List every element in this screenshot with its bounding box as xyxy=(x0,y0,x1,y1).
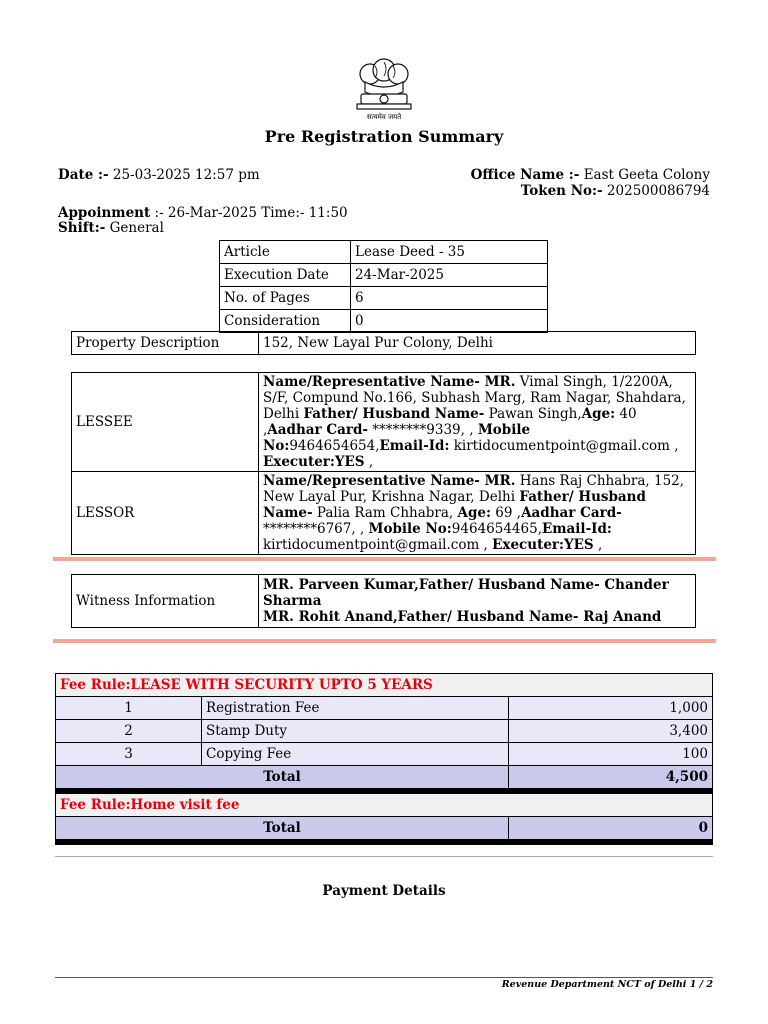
fee-no: 3 xyxy=(56,743,202,766)
lessee-label: LESSEE xyxy=(72,373,259,472)
lessor-executer: Executer:YES xyxy=(492,537,594,553)
lessor-aadhar-label: Aadhar Card- xyxy=(521,505,622,521)
appointment-line xyxy=(58,205,348,221)
details-label: Article xyxy=(220,241,351,264)
lessee-father-label: Father/ Husband Name- xyxy=(303,406,485,422)
fee-name: Copying Fee xyxy=(202,743,509,766)
appointment-value: :- 26-Mar-2025 Time:- 11:50 xyxy=(154,205,348,221)
section-divider xyxy=(53,557,716,561)
details-value: 24-Mar-2025 xyxy=(351,264,548,287)
token-label: Token No:- xyxy=(520,183,603,199)
property-value: 152, New Layal Pur Colony, Delhi xyxy=(259,332,696,355)
token-value: 202500086794 xyxy=(606,183,710,199)
lessor-mobile: 9464654465, xyxy=(451,521,542,537)
table-row xyxy=(56,674,713,697)
property-table xyxy=(71,331,696,355)
footer-text: Revenue Department NCT of Delhi 1 / 2 xyxy=(501,979,713,990)
lessor-father-label: Father/ Husband Name- xyxy=(263,489,646,521)
row-divider xyxy=(56,840,713,845)
fee-amount: 100 xyxy=(509,743,713,766)
date-line xyxy=(58,167,260,183)
office-value: East Geeta Colony xyxy=(583,167,710,183)
witness-details xyxy=(259,575,696,628)
total-amount: 4,500 xyxy=(509,766,713,789)
details-value: 6 xyxy=(351,287,548,310)
details-label: Execution Date xyxy=(220,264,351,287)
fee-name: Registration Fee xyxy=(202,697,509,720)
lessee-father: Pawan Singh, xyxy=(488,406,582,422)
lessor-tail: , xyxy=(597,537,603,553)
table-row xyxy=(56,697,713,720)
parties-table xyxy=(71,372,696,555)
table-row xyxy=(72,575,696,628)
date-value: 25-03-2025 12:57 pm xyxy=(112,167,260,183)
total-row xyxy=(56,766,713,789)
table-row xyxy=(56,743,713,766)
lessee-aadhar-label: Aadhar Card- xyxy=(267,422,368,438)
fee-no: 1 xyxy=(56,697,202,720)
table-row xyxy=(72,332,696,355)
section-divider xyxy=(53,639,716,643)
table-row xyxy=(72,472,696,555)
table-row xyxy=(56,794,713,817)
lessor-age-label: Age: xyxy=(457,505,491,521)
office-label: Office Name :- xyxy=(470,167,580,183)
appointment-label: Appoinment xyxy=(58,205,151,221)
lessor-age: 69 , xyxy=(495,505,522,521)
table-row xyxy=(220,264,548,287)
date-label: Date :- xyxy=(58,167,109,183)
total-label: Total xyxy=(56,817,509,840)
total-row xyxy=(56,817,713,840)
fee-rule-1: Fee Rule:LEASE WITH SECURITY UPTO 5 YEARS xyxy=(56,674,713,697)
lessee-name-label: Name/Representative Name- MR. xyxy=(263,374,516,390)
lessor-email-label: Email-Id: xyxy=(541,521,612,537)
lessee-tail: , xyxy=(368,454,374,470)
total-amount: 0 xyxy=(509,817,713,840)
details-value: Lease Deed - 35 xyxy=(351,241,548,264)
office-line xyxy=(471,167,710,183)
table-row xyxy=(56,720,713,743)
property-label: Property Description xyxy=(72,332,259,355)
lessee-mobile: 9464654654, xyxy=(289,438,380,454)
fee-no: 2 xyxy=(56,720,202,743)
emblem-caption: सत्यमेव जयते xyxy=(366,113,402,121)
shift-label: Shift:- xyxy=(58,220,106,236)
details-value: 0 xyxy=(351,310,548,333)
total-label: Total xyxy=(56,766,509,789)
details-table xyxy=(219,240,548,333)
lessor-name-label: Name/Representative Name- MR. xyxy=(263,473,516,489)
lessor-name: Hans Raj Chhabra, 152, New Layal Pur, Krishna Nagar, Delhi xyxy=(263,473,685,505)
page-title: Pre Registration Summary xyxy=(264,127,504,146)
lessee-email: kirtidocumentpoint@gmail.com , xyxy=(453,438,679,454)
fee-rule-2: Fee Rule:Home visit fee xyxy=(56,794,713,817)
shift-value: General xyxy=(109,220,164,236)
table-row xyxy=(220,287,548,310)
witness-1: MR. Parveen Kumar,Father/ Husband Name- Chander Sharma xyxy=(263,577,669,609)
lessee-details xyxy=(259,373,696,472)
lessor-label: LESSOR xyxy=(72,472,259,555)
fee-amount: 1,000 xyxy=(509,697,713,720)
lessee-executer: Executer:YES xyxy=(263,454,365,470)
lessor-details xyxy=(259,472,696,555)
lessee-age-label: Age: xyxy=(581,406,616,422)
lessor-email: kirtidocumentpoint@gmail.com , xyxy=(263,537,488,553)
footer-divider xyxy=(55,977,713,978)
lessee-email-label: Email-Id: xyxy=(379,438,450,454)
witness-label: Witness Information xyxy=(72,575,259,628)
table-row xyxy=(220,241,548,264)
lessor-father: Palia Ram Chhabra, xyxy=(316,505,454,521)
lessee-name: Vimal Singh, 1/2200A, S/F, Compund No.166, Subhash Marg, Ram Nagar, Shahdara, Delhi xyxy=(263,374,686,422)
fee-amount: 3,400 xyxy=(509,720,713,743)
details-label: No. of Pages xyxy=(220,287,351,310)
witness-2: MR. Rohit Anand,Father/ Husband Name- Raj Anand xyxy=(263,609,662,625)
table-row xyxy=(220,310,548,333)
witness-table xyxy=(71,574,696,628)
details-label: Consideration xyxy=(220,310,351,333)
token-line xyxy=(521,183,710,199)
lessee-age: 40 , xyxy=(263,406,637,438)
fee-table xyxy=(55,673,713,845)
lessor-mobile-label: Mobile No: xyxy=(368,521,452,537)
table-row xyxy=(72,373,696,472)
shift-line xyxy=(58,220,164,236)
lessee-mobile-label: Mobile No: xyxy=(263,422,531,454)
lessee-aadhar: ********9339, , xyxy=(372,422,474,438)
payment-title: Payment Details xyxy=(322,883,446,899)
lessor-aadhar: ********6767, , xyxy=(263,521,365,537)
divider xyxy=(55,856,713,857)
fee-name: Stamp Duty xyxy=(202,720,509,743)
